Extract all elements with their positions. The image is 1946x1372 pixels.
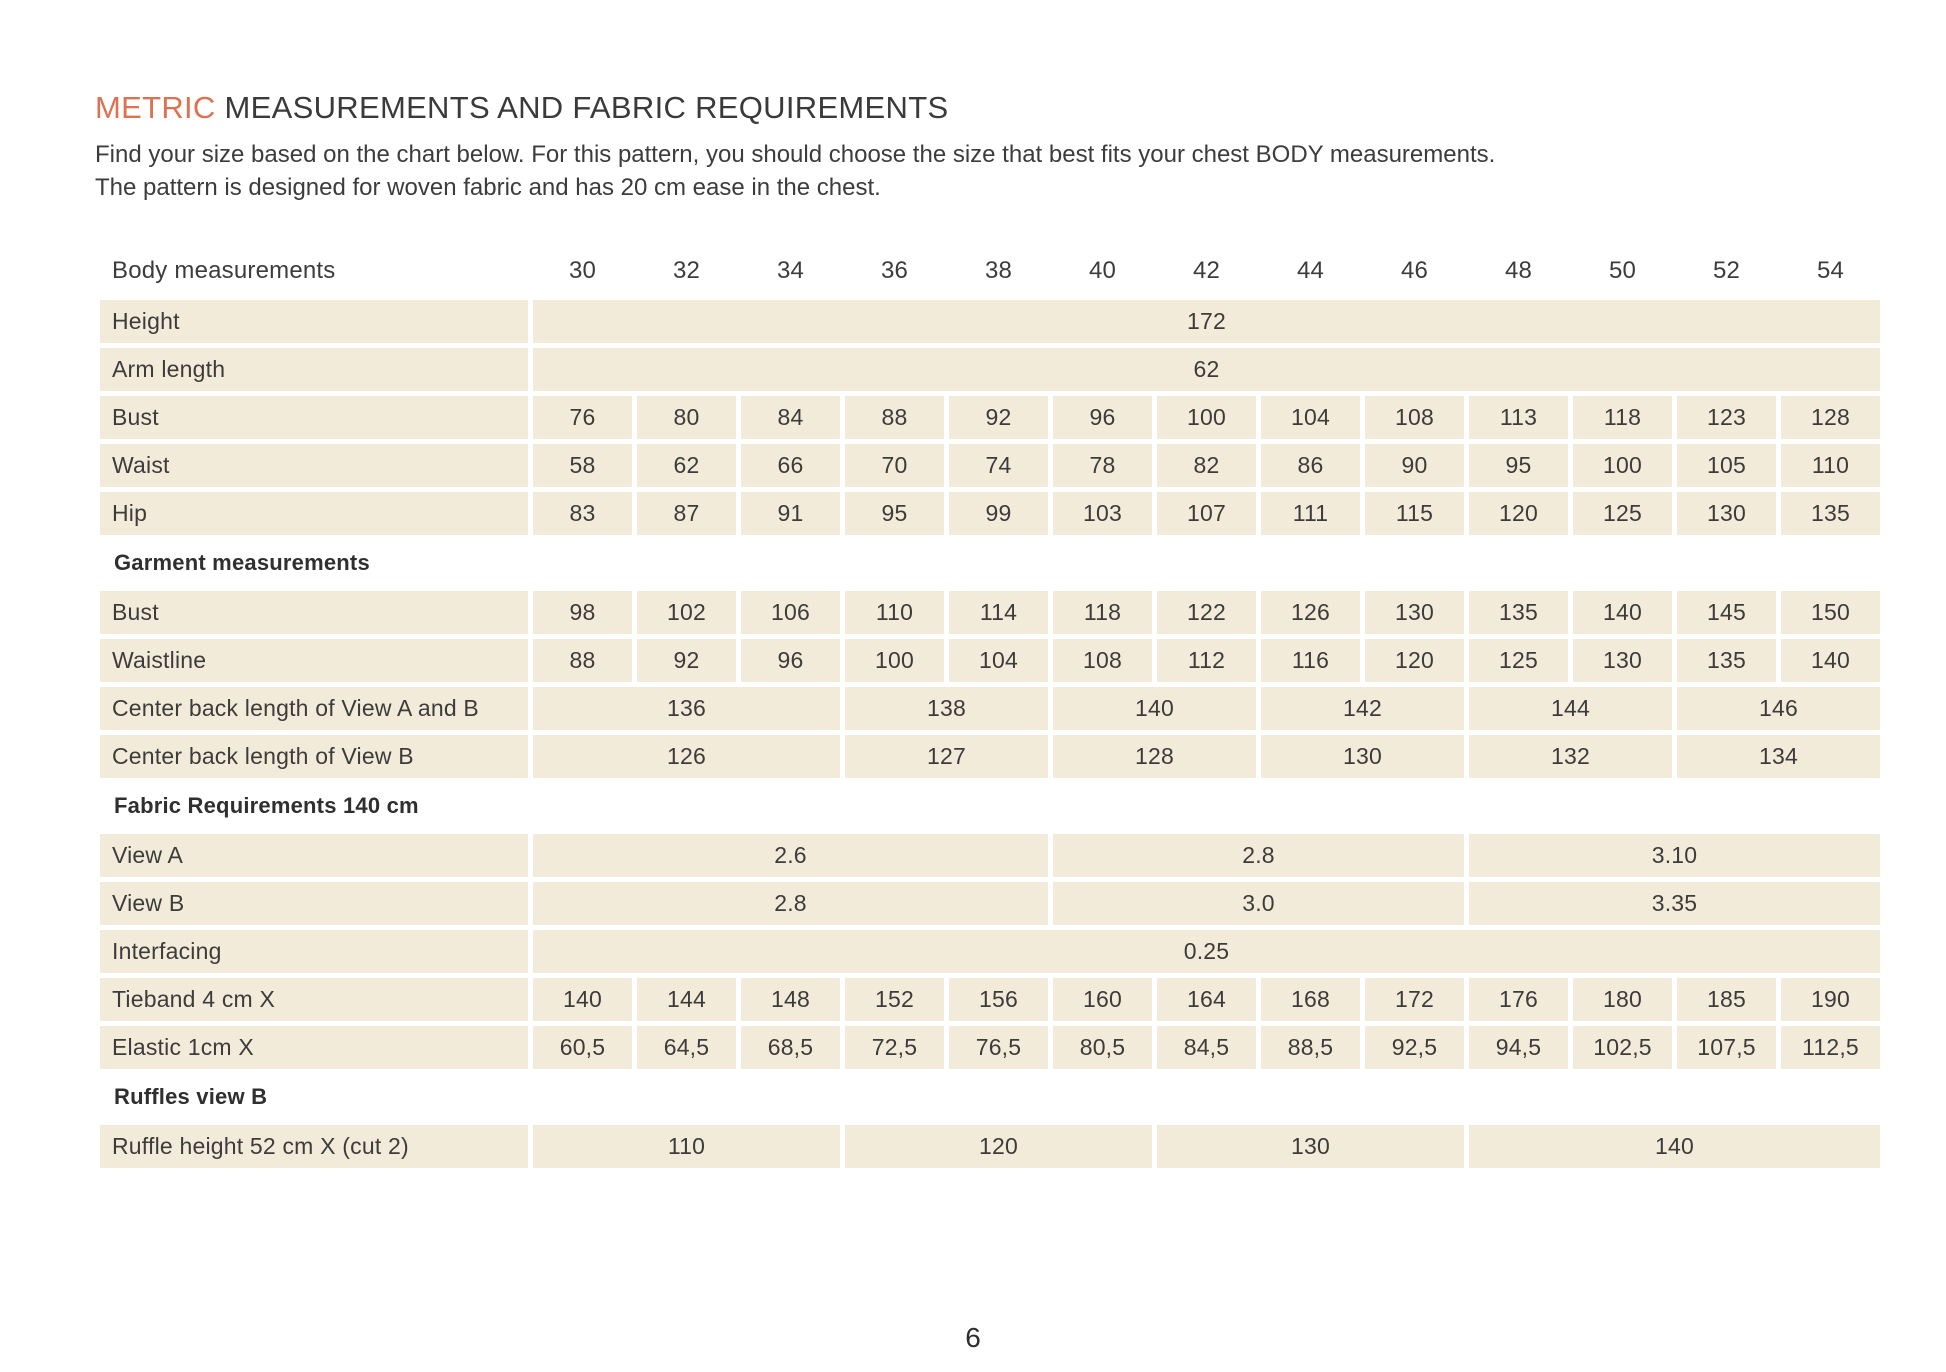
table-row [100, 1125, 1880, 1168]
value-cell: 152 [845, 978, 944, 1021]
value-cell: 140 [1573, 591, 1672, 634]
table-row [100, 978, 1880, 1021]
row-label: Bust [100, 396, 528, 439]
table-row [100, 492, 1880, 535]
value-cell: 87 [637, 492, 736, 535]
section-header: Garment measurements [114, 550, 370, 575]
value-cell: 120 [845, 1125, 1152, 1168]
value-cell: 0.25 [533, 930, 1880, 973]
value-cell: 134 [1677, 735, 1880, 778]
table-row [100, 735, 1880, 778]
value-cell: 110 [845, 591, 944, 634]
value-cell: 164 [1157, 978, 1256, 1021]
section-header: Fabric Requirements 140 cm [114, 793, 419, 818]
value-cell: 145 [1677, 591, 1776, 634]
value-cell: 130 [1157, 1125, 1464, 1168]
value-cell: 91 [741, 492, 840, 535]
value-cell: 150 [1781, 591, 1880, 634]
value-cell: 126 [1261, 591, 1360, 634]
row-label: View B [100, 882, 528, 925]
value-cell: 95 [1469, 444, 1568, 487]
value-cell: 125 [1573, 492, 1672, 535]
value-cell: 72,5 [845, 1026, 944, 1069]
value-cell: 2.6 [533, 834, 1048, 877]
value-cell: 110 [533, 1125, 840, 1168]
value-cell: 94,5 [1469, 1026, 1568, 1069]
value-cell: 108 [1053, 639, 1152, 682]
value-cell: 176 [1469, 978, 1568, 1021]
size-column-header: 50 [1608, 257, 1637, 284]
value-cell: 84 [741, 396, 840, 439]
value-cell: 180 [1573, 978, 1672, 1021]
value-cell: 116 [1261, 639, 1360, 682]
page-number: 6 [965, 1322, 981, 1353]
value-cell: 107,5 [1677, 1026, 1776, 1069]
value-cell: 125 [1469, 639, 1568, 682]
value-cell: 2.8 [1053, 834, 1464, 877]
value-cell: 80 [637, 396, 736, 439]
size-column-header: 30 [568, 257, 597, 284]
value-cell: 98 [533, 591, 632, 634]
row-label: Elastic 1cm X [100, 1026, 528, 1069]
value-cell: 144 [1469, 687, 1672, 730]
row-label: Waistline [100, 639, 528, 682]
value-cell: 3.0 [1053, 882, 1464, 925]
section-header: Ruffles view B [114, 1084, 268, 1109]
value-cell: 70 [845, 444, 944, 487]
row-label: Height [100, 300, 528, 343]
value-cell: 190 [1781, 978, 1880, 1021]
page-content [95, 85, 1885, 1173]
table-header-row [100, 248, 1880, 294]
value-cell: 80,5 [1053, 1026, 1152, 1069]
table-row [100, 1026, 1880, 1069]
table-header-label: Body measurements [112, 257, 336, 284]
table-row [100, 348, 1880, 391]
value-cell: 90 [1365, 444, 1464, 487]
value-cell: 123 [1677, 396, 1776, 439]
table-row [100, 300, 1880, 343]
value-cell: 142 [1261, 687, 1464, 730]
value-cell: 66 [741, 444, 840, 487]
value-cell: 104 [949, 639, 1048, 682]
value-cell: 130 [1365, 591, 1464, 634]
size-table [100, 248, 1880, 1168]
value-cell: 58 [533, 444, 632, 487]
row-label: Arm length [100, 348, 528, 391]
value-cell: 130 [1677, 492, 1776, 535]
value-cell: 127 [845, 735, 1048, 778]
row-label: Waist [100, 444, 528, 487]
value-cell: 96 [741, 639, 840, 682]
value-cell: 76 [533, 396, 632, 439]
size-column-header: 48 [1504, 257, 1533, 284]
row-label: Center back length of View B [100, 735, 528, 778]
value-cell: 118 [1053, 591, 1152, 634]
value-cell: 84,5 [1157, 1026, 1256, 1069]
value-cell: 112,5 [1781, 1026, 1880, 1069]
size-column-header: 34 [776, 257, 805, 284]
value-cell: 168 [1261, 978, 1360, 1021]
value-cell: 88 [533, 639, 632, 682]
value-cell: 128 [1781, 396, 1880, 439]
value-cell: 88,5 [1261, 1026, 1360, 1069]
value-cell: 3.35 [1469, 882, 1880, 925]
value-cell: 100 [845, 639, 944, 682]
value-cell: 110 [1781, 444, 1880, 487]
value-cell: 122 [1157, 591, 1256, 634]
value-cell: 102 [637, 591, 736, 634]
size-column-header: 52 [1712, 257, 1741, 284]
value-cell: 2.8 [533, 882, 1048, 925]
size-column-header: 44 [1296, 257, 1325, 284]
value-cell: 120 [1365, 639, 1464, 682]
value-cell: 160 [1053, 978, 1152, 1021]
value-cell: 82 [1157, 444, 1256, 487]
value-cell: 140 [1781, 639, 1880, 682]
size-column-header: 42 [1192, 257, 1221, 284]
value-cell: 148 [741, 978, 840, 1021]
table-row [100, 396, 1880, 439]
value-cell: 112 [1157, 639, 1256, 682]
table-row [100, 834, 1880, 877]
value-cell: 88 [845, 396, 944, 439]
intro-paragraph [95, 138, 1885, 204]
table-row [100, 882, 1880, 925]
value-cell: 111 [1261, 492, 1360, 535]
table-row [100, 639, 1880, 682]
row-label: Tieband 4 cm X [100, 978, 528, 1021]
value-cell: 3.10 [1469, 834, 1880, 877]
value-cell: 130 [1261, 735, 1464, 778]
value-cell: 130 [1573, 639, 1672, 682]
value-cell: 62 [533, 348, 1880, 391]
value-cell: 106 [741, 591, 840, 634]
row-label: Center back length of View A and B [100, 687, 528, 730]
value-cell: 118 [1573, 396, 1672, 439]
value-cell: 92 [637, 639, 736, 682]
value-cell: 92,5 [1365, 1026, 1464, 1069]
value-cell: 96 [1053, 396, 1152, 439]
value-cell: 100 [1573, 444, 1672, 487]
table-row [100, 444, 1880, 487]
page-title-accent: METRIC [95, 90, 216, 125]
value-cell: 95 [845, 492, 944, 535]
value-cell: 138 [845, 687, 1048, 730]
row-label: Hip [100, 492, 528, 535]
value-cell: 136 [533, 687, 840, 730]
value-cell: 83 [533, 492, 632, 535]
value-cell: 135 [1781, 492, 1880, 535]
size-column-header: 54 [1816, 257, 1845, 284]
row-label: Interfacing [100, 930, 528, 973]
size-column-header: 46 [1400, 257, 1429, 284]
value-cell: 78 [1053, 444, 1152, 487]
value-cell: 140 [1469, 1125, 1880, 1168]
value-cell: 113 [1469, 396, 1568, 439]
size-column-header: 32 [672, 257, 701, 284]
value-cell: 64,5 [637, 1026, 736, 1069]
row-label: Ruffle height 52 cm X (cut 2) [100, 1125, 528, 1168]
intro-line-1: Find your size based on the chart below. For this pattern, you should choose the size that best fits your chest BODY measurements. [95, 141, 1496, 168]
value-cell: 92 [949, 396, 1048, 439]
value-cell: 74 [949, 444, 1048, 487]
value-cell: 115 [1365, 492, 1464, 535]
size-column-header: 38 [984, 257, 1013, 284]
value-cell: 114 [949, 591, 1048, 634]
value-cell: 62 [637, 444, 736, 487]
value-cell: 105 [1677, 444, 1776, 487]
value-cell: 120 [1469, 492, 1568, 535]
value-cell: 185 [1677, 978, 1776, 1021]
value-cell: 60,5 [533, 1026, 632, 1069]
intro-line-2: The pattern is designed for woven fabric and has 20 cm ease in the chest. [95, 174, 881, 201]
value-cell: 102,5 [1573, 1026, 1672, 1069]
value-cell: 76,5 [949, 1026, 1048, 1069]
row-label: View A [100, 834, 528, 877]
page-title [95, 85, 1885, 130]
value-cell: 86 [1261, 444, 1360, 487]
value-cell: 140 [1053, 687, 1256, 730]
value-cell: 100 [1157, 396, 1256, 439]
value-cell: 107 [1157, 492, 1256, 535]
value-cell: 99 [949, 492, 1048, 535]
value-cell: 68,5 [741, 1026, 840, 1069]
value-cell: 108 [1365, 396, 1464, 439]
value-cell: 132 [1469, 735, 1672, 778]
value-cell: 172 [533, 300, 1880, 343]
size-column-header: 36 [880, 257, 909, 284]
value-cell: 156 [949, 978, 1048, 1021]
size-column-header: 40 [1088, 257, 1117, 284]
value-cell: 104 [1261, 396, 1360, 439]
value-cell: 126 [533, 735, 840, 778]
value-cell: 146 [1677, 687, 1880, 730]
table-row [100, 591, 1880, 634]
value-cell: 135 [1469, 591, 1568, 634]
value-cell: 103 [1053, 492, 1152, 535]
value-cell: 140 [533, 978, 632, 1021]
value-cell: 128 [1053, 735, 1256, 778]
table-row [100, 930, 1880, 973]
row-label: Bust [100, 591, 528, 634]
table-row [100, 687, 1880, 730]
page-title-rest: MEASUREMENTS AND FABRIC REQUIREMENTS [215, 90, 949, 125]
value-cell: 135 [1677, 639, 1776, 682]
value-cell: 144 [637, 978, 736, 1021]
value-cell: 172 [1365, 978, 1464, 1021]
